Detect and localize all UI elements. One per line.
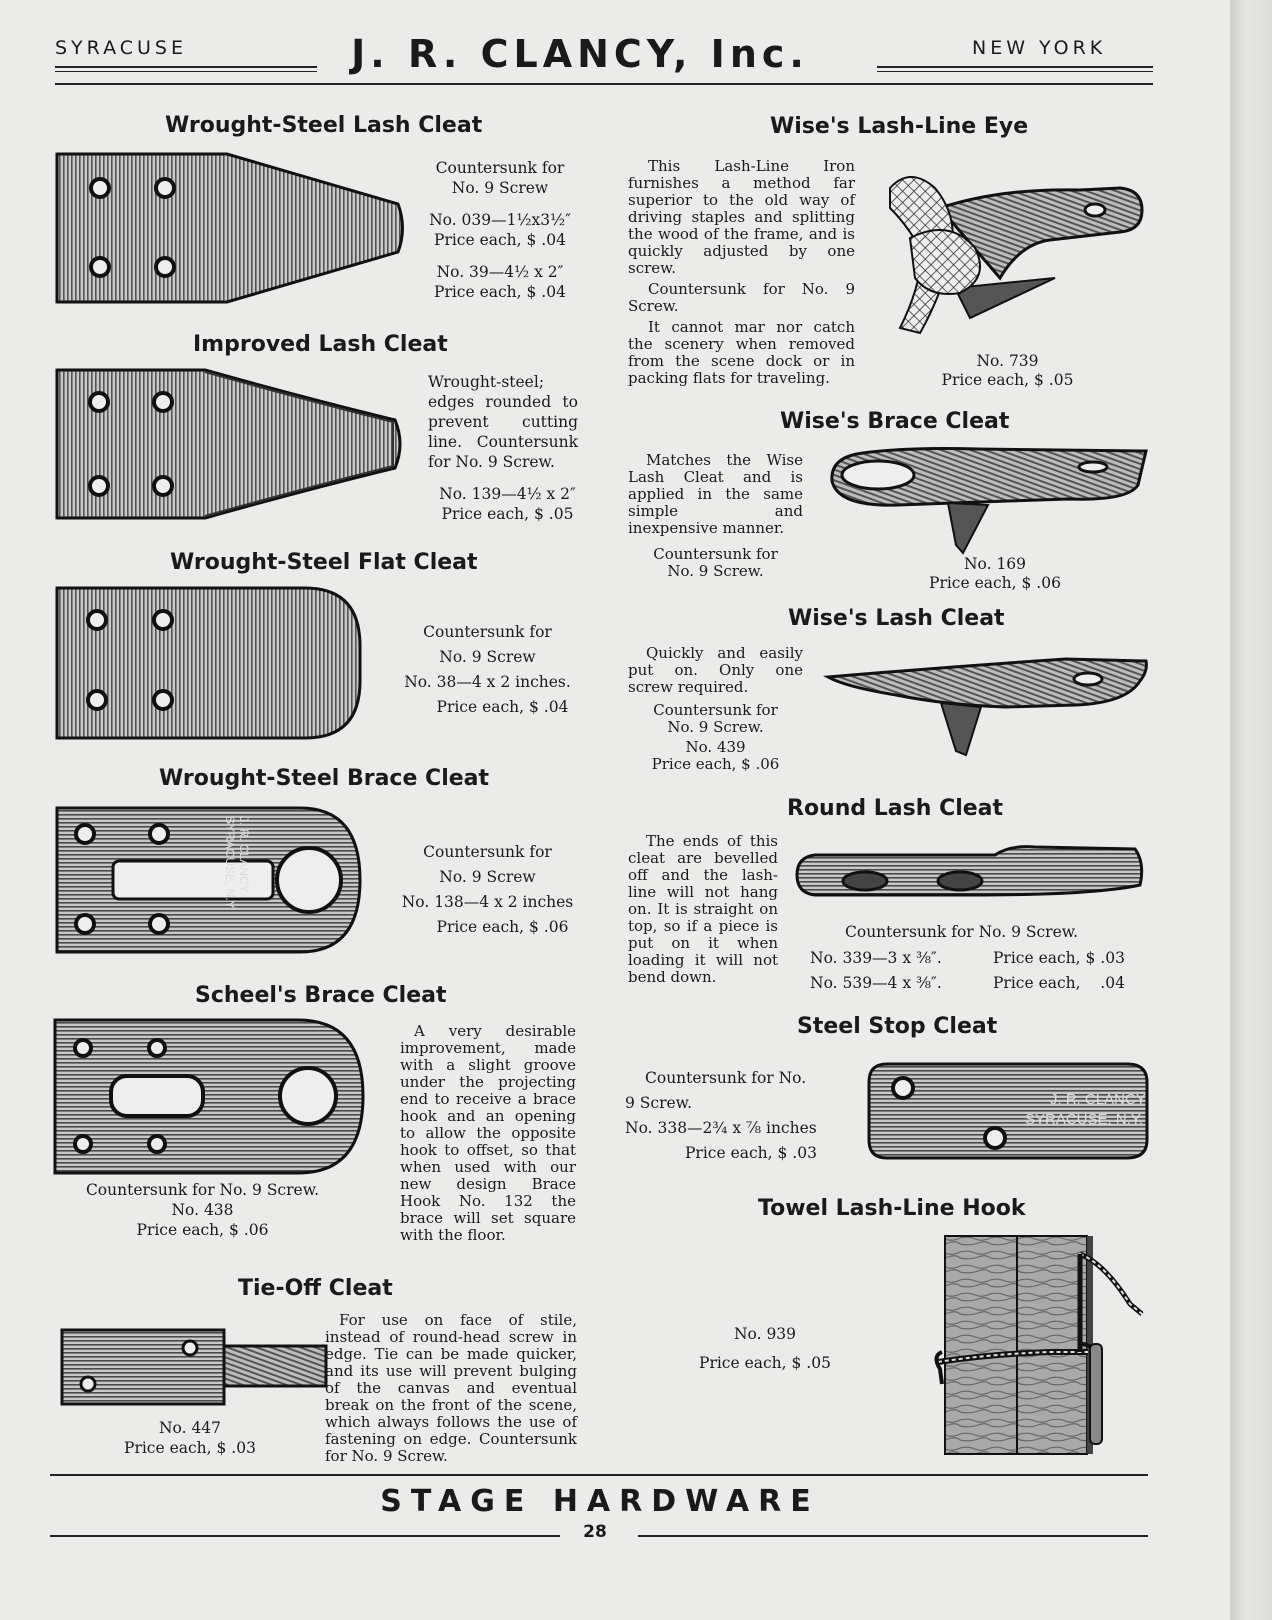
round-lash-model-b: No. 539—4 x ⅜″. (810, 974, 942, 992)
page-number: 28 (583, 1522, 607, 1542)
round-lash-countersunk: Countersunk for No. 9 Screw. (845, 923, 1079, 941)
stop-stamp-1: J. R. CLANCY (1050, 1091, 1146, 1108)
page-title: J. R. CLANCY, Inc. (351, 32, 809, 76)
round-lash-title: Round Lash Cleat (787, 796, 1004, 821)
header-state: NEW YORK (972, 37, 1107, 59)
lashline-eye-image (880, 168, 1150, 348)
round-lash-price-a: Price each, $ .03 (993, 949, 1125, 967)
scheel-title: Scheel's Brace Cleat (195, 983, 447, 1008)
lashline-eye-title: Wise's Lash-Line Eye (770, 114, 1029, 139)
round-lash-price-b: Price each, .04 (993, 974, 1125, 992)
tieoff-caption: No. 447 Price each, $ .03 (124, 1419, 256, 1457)
stop-stamp-2: SYRACUSE, N.Y. (1025, 1111, 1144, 1128)
wise-lash-title: Wise's Lash Cleat (788, 606, 1005, 631)
towel-hook-title: Towel Lash-Line Hook (758, 1196, 1026, 1221)
tieoff-title: Tie-Off Cleat (238, 1276, 393, 1301)
tieoff-cleat-image (60, 1328, 330, 1408)
flat-cleat-title: Wrought-Steel Flat Cleat (170, 550, 478, 575)
brace-stamp-2: SYRACUSE, N.Y. (223, 816, 237, 911)
wise-brace-caption: No. 169 Price each, $ .06 (929, 555, 1061, 592)
brace-cleat-info: Countersunk for No. 9 Screw No. 138—4 x 2 inches Price each, $ .06 (401, 843, 574, 936)
flat-cleat-info: Countersunk for No. 9 Screw No. 38—4 x 2 inches. Price each, $ .04 (404, 623, 571, 716)
header-city: SYRACUSE (55, 37, 188, 59)
brace-cleat-image (55, 806, 365, 956)
scheel-desc: A very desirable improvement, made with a slight groove under the projecting end to receive a brace hook and an opening to allow the opposite hook to offset, so that when used with our new design Brace Hook No. 132 the brace will set square with the floor. (400, 1022, 576, 1244)
improved-lash-cleat-image (55, 368, 405, 520)
improved-lash-desc: Wrought-steel; edges rounded to prevent cutting line. Countersunk for No. 9 Screw. (428, 373, 578, 471)
towel-hook-caption: No. 939 Price each, $ .05 (699, 1325, 831, 1372)
improved-lash-model: No. 139—4½ x 2″ Price each, $ .05 (439, 485, 576, 523)
flat-cleat-image (55, 586, 365, 741)
wrought-lash-title: Wrought-Steel Lash Cleat (165, 113, 483, 138)
steel-stop-info: Countersunk for No. 9 Screw. No. 338—2¾ x ⅞ inches Price each, $ .03 (625, 1069, 817, 1162)
wrought-lash-countersunk: Countersunk for No. 9 Screw (435, 159, 565, 197)
round-lash-desc: The ends of this cleat are bevelled off and the lash-line will not hang on. It is straight on top, so if a piece is put on it when loading it will not bend down. (628, 832, 778, 986)
scheel-caption: Countersunk for No. 9 Screw. No. 438 Price each, $ .06 (85, 1181, 320, 1239)
round-lash-image (795, 845, 1150, 905)
wise-lash-desc: Quickly and easily put on. Only one screw required. (628, 644, 803, 696)
wise-lash-info: Countersunk for No. 9 Screw. No. 439 Price each, $ .06 (651, 701, 780, 773)
lashline-eye-text: This Lash-Line Iron furnishes a method far superior to the old way of driving staples and splitting the wood of the frame, and is quickly adjusted by one screw. Countersunk for No. 9 Screw. It cannot mar nor catch the scenery when removed from the scene dock or in packing flats for traveling. (628, 157, 855, 387)
wrought-lash-cleat-image (55, 152, 410, 304)
brace-cleat-title: Wrought-Steel Brace Cleat (159, 766, 490, 791)
steel-stop-title: Steel Stop Cleat (797, 1014, 998, 1039)
wise-brace-title: Wise's Brace Cleat (780, 409, 1010, 434)
lashline-eye-caption: No. 739 Price each, $ .05 (941, 352, 1074, 389)
wise-brace-countersunk: Countersunk for No. 9 Screw. (653, 545, 778, 580)
improved-lash-title: Improved Lash Cleat (193, 332, 448, 357)
round-lash-model-a: No. 339—3 x ⅜″. (810, 949, 942, 967)
tieoff-desc: For use on face of stile, instead of round-head screw in edge. Tie can be made quicker, and its use will prevent bulging of the canvas and eventual break on the front of the scene, which always follows the use of fastening on edge. Countersunk for No. 9 Screw. (325, 1311, 577, 1465)
wise-brace-image (828, 445, 1153, 555)
wise-brace-desc: Matches the Wise Lash Cleat and is applied in the same simple and inexpensive manner. (628, 451, 803, 537)
section-title: STAGE HARDWARE (380, 1484, 820, 1519)
brace-stamp-1: J. R. CLANCY (237, 816, 251, 893)
towel-hook-image (930, 1234, 1150, 1456)
wise-lash-image (826, 655, 1151, 760)
steel-stop-image (865, 1062, 1150, 1162)
wrought-lash-model-b: No. 39—4½ x 2″ Price each, $ .04 (434, 263, 566, 301)
scheel-cleat-image (53, 1018, 368, 1178)
page-edge (1230, 0, 1272, 1620)
wrought-lash-model-a: No. 039—1½x3½″ Price each, $ .04 (429, 211, 571, 249)
